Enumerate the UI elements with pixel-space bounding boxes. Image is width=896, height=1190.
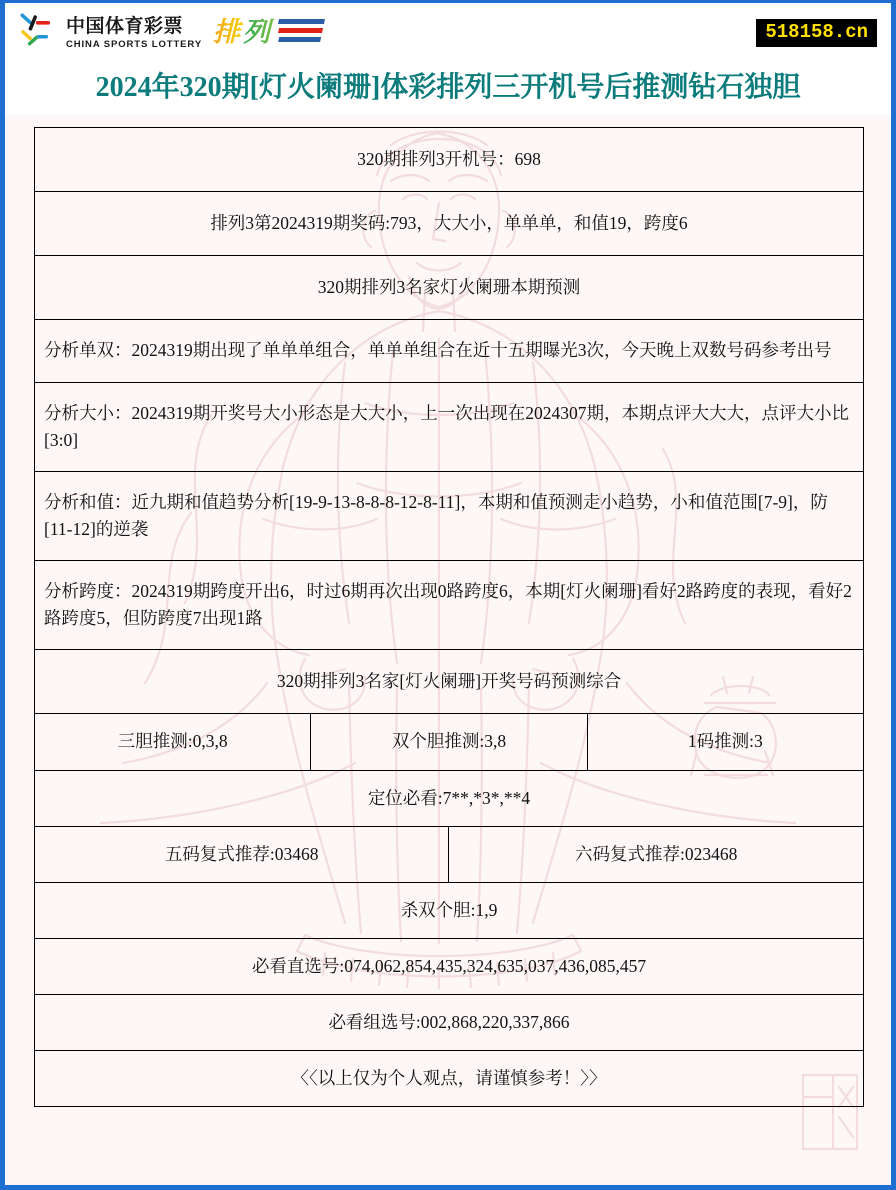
analysis-odd-even-cell (35, 320, 864, 382)
must-see-direct-numbers-cell (35, 938, 864, 994)
analysis-span-cell (35, 561, 864, 650)
position-must-see-cell (35, 770, 864, 826)
page-title: 2024年320期[灯火阑珊]体彩排列三开机号后推测钻石独胆 (5, 63, 891, 115)
one-code-forecast: 1码推测:3 (687, 731, 763, 752)
table-row (35, 882, 864, 938)
pailiesan-wordmark-icon (213, 13, 341, 53)
table-row (35, 320, 864, 382)
kill-two-dan-cell (35, 882, 864, 938)
five-code-compound-cell (35, 826, 449, 882)
table-row (35, 650, 864, 714)
three-dan-forecast: 三胆推测:0,3,8 (117, 731, 228, 752)
three-dan-forecast-cell (35, 714, 311, 770)
prediction-table (34, 127, 864, 1107)
analysis-big-small-cell (35, 382, 864, 471)
table-row (35, 1051, 864, 1107)
five-code-compound: 五码复式推荐:03468 (164, 843, 319, 864)
opening-machine-number: 320期排列3开机号：698 (357, 149, 541, 169)
six-code-compound: 六码复式推荐:023468 (575, 843, 738, 864)
analysis-span: 分析跨度：2024319期跨度开出6，时过6期再次出现0路跨度6，本期[灯火阑珊]看好2路跨度的表现，看好2路跨度5，但防跨度7出现1路 (44, 581, 852, 629)
table-row (35, 382, 864, 471)
table-row (35, 128, 864, 192)
svg-text:列: 列 (243, 17, 271, 47)
must-see-direct-numbers: 必看直选号:074,062,854,435,324,635,037,436,085,457 (251, 955, 647, 976)
disclaimer-cell (35, 1051, 864, 1107)
one-code-forecast-cell (587, 714, 863, 770)
table-row (35, 770, 864, 826)
table-row (35, 714, 864, 770)
last-draw-result: 排列3第2024319期奖码:793，大大小，单单单，和值19，跨度6 (210, 213, 688, 234)
logo-english-text: CHINA SPORTS LOTTERY (66, 38, 203, 50)
analysis-odd-even: 分析单双：2024319期出现了单单单组合，单单单组合在近十五期曝光3次，今天晚上双数号码参考出号 (44, 340, 832, 361)
site-watermark-badge: 518158.cn (756, 19, 877, 47)
six-code-compound-cell (449, 826, 864, 882)
section-header-forecast-cell (35, 256, 864, 320)
disclaimer: 〈〈以上仅为个人观点，请谨慎参考！〉〉 (291, 1068, 607, 1089)
table-row (35, 471, 864, 560)
section-header-summary-cell (35, 650, 864, 714)
site-header (5, 3, 891, 63)
table-row (35, 995, 864, 1051)
analysis-sum-cell (35, 471, 864, 560)
sports-lottery-logo-icon (17, 13, 59, 53)
logo-product-name (213, 13, 341, 53)
table-row (35, 826, 864, 882)
table-row (35, 561, 864, 650)
position-must-see: 定位必看:7**,*3*,**4 (367, 787, 531, 808)
table-row (35, 938, 864, 994)
table-row (35, 192, 864, 256)
svg-text:排: 排 (213, 17, 241, 47)
lottery-logo (17, 13, 341, 53)
logo-chinese-text: 中国体育彩票 (66, 15, 184, 37)
analysis-sum: 分析和值：近九期和值趋势分析[19-9-13-8-8-8-12-8-11]，本期和值预测走小趋势，小和值范围[7-9]，防[11-12]的逆袭 (44, 491, 828, 539)
table-row (35, 256, 864, 320)
last-draw-result-cell (35, 192, 864, 256)
analysis-big-small: 分析大小：2024319期开奖号大小形态是大大小，上一次出现在2024307期，本期点评大大大，点评大小比[3:0] (44, 402, 849, 450)
must-see-group-numbers: 必看组选号:002,868,220,337,866 (328, 1012, 570, 1032)
kill-two-dan: 杀双个胆:1,9 (400, 899, 498, 920)
must-see-group-numbers-cell (35, 995, 864, 1051)
section-header-summary: 320期排列3名家[灯火阑珊]开奖号码预测综合 (276, 671, 622, 692)
prediction-table-container (34, 127, 864, 1107)
two-dan-forecast: 双个胆推测:3,8 (391, 731, 507, 752)
opening-machine-number-cell (35, 128, 864, 192)
two-dan-forecast-cell (311, 714, 587, 770)
section-header-forecast: 320期排列3名家灯火阑珊本期预测 (317, 277, 581, 298)
